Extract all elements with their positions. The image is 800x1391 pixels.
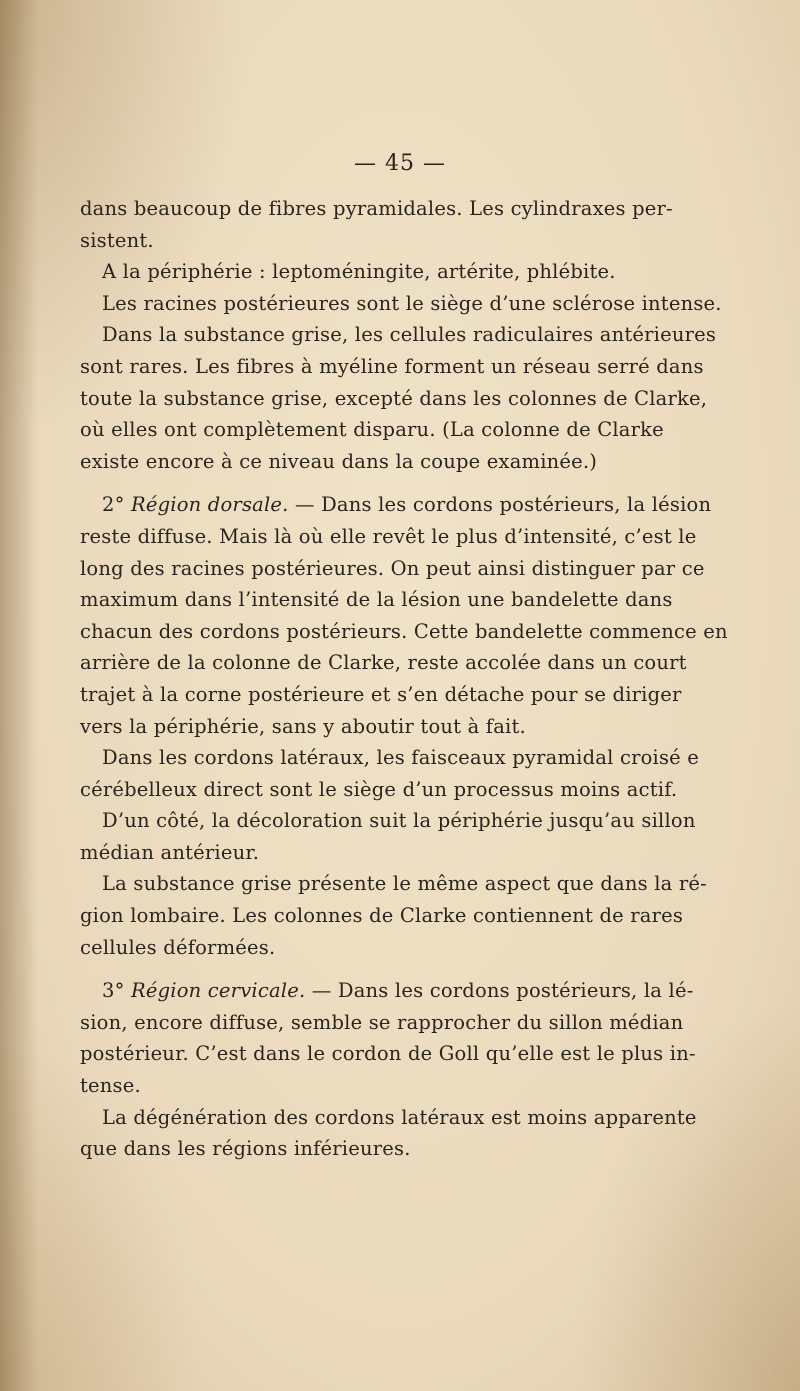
text-line: existe encore à ce niveau dans la coupe examinée.) — [80, 449, 598, 473]
text-line: A la périphérie : leptoméningite, artérite, phlébite. — [102, 260, 616, 284]
section-title: Région cervicale. — [130, 979, 306, 1003]
text-line: vers la périphérie, sans y aboutir tout à fait. — [80, 714, 526, 738]
text-line: arrière de la colonne de Clarke, reste accolée dans un court — [80, 651, 687, 675]
text-line: dans beaucoup de fibres pyramidales. Les cylindraxes per- — [80, 197, 673, 220]
text-line: Dans les cordons latéraux, les faisceaux pyramidal croisé e — [102, 746, 700, 770]
text-line: Les racines postérieures sont le siège d’une sclérose intense. — [102, 291, 722, 315]
text-line: Dans la substance grise, les cellules radiculaires antérieures — [102, 323, 717, 347]
text-line: tense. — [80, 1074, 141, 1098]
text-line: médian antérieur. — [80, 840, 260, 864]
section-title: Région dorsale. — [130, 493, 289, 517]
text-line: cérébelleux direct sont le siège d’un processus moins actif. — [80, 777, 678, 801]
text-line: sion, encore diffuse, semble se rapprocher du sillon médian — [80, 1010, 684, 1034]
section-heading-dorsale — [80, 489, 712, 521]
text-line: La dégénération des cordons latéraux est moins apparente — [102, 1105, 697, 1129]
text-line: postérieur. C’est dans le cordon de Goll qu’elle est le plus in- — [80, 1042, 696, 1066]
text-line: sont rares. Les fibres à myéline forment un réseau serré dans — [80, 354, 704, 378]
text-line: trajet à la corne postérieure et s’en détache pour se diriger — [80, 682, 682, 706]
text-line: où elles ont complètement disparu. (La colonne de Clarke — [80, 418, 664, 442]
text-line: que dans les régions inférieures. — [80, 1137, 411, 1161]
section-dash: — — [311, 979, 332, 1003]
text-line: toute la substance grise, excepté dans les colonnes de Clarke, — [80, 386, 708, 410]
text-line: sistent. — [80, 228, 154, 252]
body-text — [80, 193, 728, 1165]
text-line: chacun des cordons postérieurs. Cette bandelette commence en — [80, 619, 728, 643]
section-heading-cervicale — [80, 975, 694, 1007]
section-dash: — — [294, 493, 315, 517]
section-number: 2° — [102, 493, 125, 517]
page-gutter-shadow — [0, 0, 38, 1391]
page-number: — 45 — — [354, 151, 446, 176]
text-line: La substance grise présente le même aspect que dans la ré- — [102, 872, 707, 896]
text-line: long des racines postérieures. On peut ainsi distinguer par ce — [80, 556, 705, 580]
section-number: 3° — [102, 979, 125, 1003]
text-line: cellules déformées. — [80, 935, 276, 959]
text-line: Dans les cordons postérieurs, la lésion — [321, 493, 712, 517]
text-line: D’un côté, la décoloration suit la périphérie jusqu’au sillon — [102, 809, 696, 833]
text-line: reste diffuse. Mais là où elle revêt le plus d’intensité, c’est le — [80, 524, 697, 548]
text-line: Dans les cordons postérieurs, la lé- — [337, 979, 694, 1003]
text-line: gion lombaire. Les colonnes de Clarke contiennent de rares — [80, 904, 684, 928]
text-line: maximum dans l’intensité de la lésion une bandelette dans — [80, 588, 673, 612]
